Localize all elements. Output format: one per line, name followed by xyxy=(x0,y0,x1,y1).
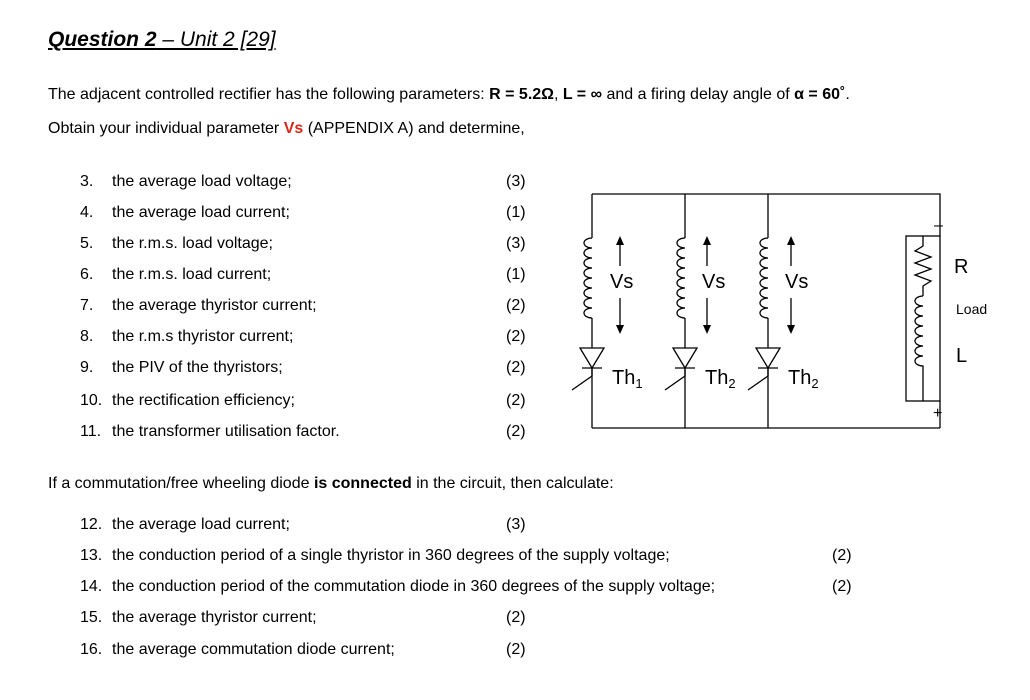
heading-bold: Question 2 xyxy=(48,28,157,51)
intro-text: The adjacent controlled rectifier has the following parameters: xyxy=(48,86,490,103)
question-marks: (2) xyxy=(832,578,852,595)
question-number: 14. xyxy=(80,578,103,595)
thyristor-label-2: $Th_2$ xyxy=(705,367,736,391)
param-l: L = ∞ xyxy=(562,86,602,103)
thyristor-label-1: $Th_1$ xyxy=(612,367,643,391)
question-text: the conduction period of the commutation diode in 360 degrees of the supply voltage; xyxy=(112,578,716,595)
source-label-3: Vs xyxy=(785,271,809,293)
param-r: R = 5.2Ω xyxy=(489,86,554,103)
middle-paragraph xyxy=(48,475,614,493)
question-number: 6. xyxy=(80,266,94,283)
thyristor-3-icon xyxy=(748,368,778,390)
question-number: 16. xyxy=(80,641,103,658)
load-l-label: L xyxy=(956,345,968,367)
question-marks: (2) xyxy=(506,423,526,440)
question-number: 7. xyxy=(80,297,94,314)
question-number: 8. xyxy=(80,328,94,345)
thyristor-label-3: $Th_2$ xyxy=(788,367,819,391)
question-number: 11. xyxy=(80,423,102,440)
question-marks: (2) xyxy=(506,609,526,626)
thyristor-triangle-icon xyxy=(756,348,780,368)
question-marks: (2) xyxy=(506,392,526,409)
question-marks: (2) xyxy=(506,297,526,314)
arrow-down-icon xyxy=(787,325,795,334)
question-text: the average thyristor current; xyxy=(112,609,317,626)
param-alpha: α = 60˚ xyxy=(794,86,846,103)
intro-text-2: and a firing delay angle of xyxy=(602,86,795,103)
question-marks: (3) xyxy=(506,235,526,252)
question-number: 13. xyxy=(80,547,103,564)
question-heading xyxy=(48,28,276,52)
question-text: the average load current; xyxy=(112,204,290,221)
question-marks: (2) xyxy=(506,359,526,376)
question-number: 9. xyxy=(80,359,94,376)
intro-line-2 xyxy=(48,120,525,138)
question-text: the average load current; xyxy=(112,516,290,533)
question-number: 15. xyxy=(80,609,103,626)
question-marks: (3) xyxy=(506,173,526,190)
intro-line-1 xyxy=(48,86,850,104)
inductor-icon xyxy=(915,296,923,401)
question-text: the PIV of the thyristors; xyxy=(112,359,283,376)
question-number: 10. xyxy=(80,392,103,409)
source-label-2: Vs xyxy=(702,271,726,293)
intro-sep: , xyxy=(553,86,563,103)
question-number: 4. xyxy=(80,204,94,221)
question-text: the r.m.s thyristor current; xyxy=(112,328,294,345)
plus-sign: + xyxy=(933,405,943,422)
param-vs: Vs xyxy=(283,120,304,137)
coil-icon xyxy=(677,238,685,318)
rectifier-circuit-diagram xyxy=(560,180,1000,440)
question-text: the average load voltage; xyxy=(112,173,292,190)
arrow-up-icon xyxy=(616,236,624,245)
thyristor-triangle-icon xyxy=(580,348,604,368)
middle-bold: is connected xyxy=(313,475,412,492)
question-text: the conduction period of a single thyristor in 360 degrees of the supply voltage; xyxy=(112,547,670,564)
minus-sign: – xyxy=(934,217,943,234)
arrow-up-icon xyxy=(787,236,795,245)
thyristor-1-icon xyxy=(572,368,602,390)
load-word-label: Load xyxy=(956,301,988,317)
coil-icon xyxy=(584,238,592,318)
resistor-icon xyxy=(915,236,931,296)
question-text: the average commutation diode current; xyxy=(112,641,395,658)
question-marks: (1) xyxy=(506,204,526,221)
question-marks: (2) xyxy=(832,547,852,564)
question-text: the rectification efficiency; xyxy=(112,392,295,409)
thyristor-triangle-icon xyxy=(673,348,697,368)
coil-icon xyxy=(760,238,768,318)
arrow-down-icon xyxy=(703,325,711,334)
question-text: the r.m.s. load current; xyxy=(112,266,272,283)
question-number: 3. xyxy=(80,173,94,190)
question-marks: (3) xyxy=(506,516,526,533)
question-text: the transformer utilisation factor. xyxy=(112,423,340,440)
arrow-down-icon xyxy=(616,325,624,334)
question-number: 5. xyxy=(80,235,94,252)
question-marks: (1) xyxy=(506,266,526,283)
question-text: the r.m.s. load voltage; xyxy=(112,235,273,252)
middle-text-2: in the circuit, then calculate: xyxy=(411,475,614,492)
intro-period: . xyxy=(845,86,850,103)
thyristor-2-icon xyxy=(665,368,695,390)
intro-text-4: (APPENDIX A) and determine, xyxy=(303,120,525,137)
question-marks: (2) xyxy=(506,328,526,345)
middle-text: If a commutation/free wheeling diode xyxy=(48,475,314,492)
heading-rest: – Unit 2 [29] xyxy=(156,28,276,51)
arrow-up-icon xyxy=(703,236,711,245)
question-marks: (2) xyxy=(506,641,526,658)
load-r-label: R xyxy=(954,256,969,278)
source-label-1: Vs xyxy=(610,271,634,293)
intro-text-3: Obtain your individual parameter xyxy=(48,120,284,137)
question-text: the average thyristor current; xyxy=(112,297,317,314)
question-number: 12. xyxy=(80,516,103,533)
